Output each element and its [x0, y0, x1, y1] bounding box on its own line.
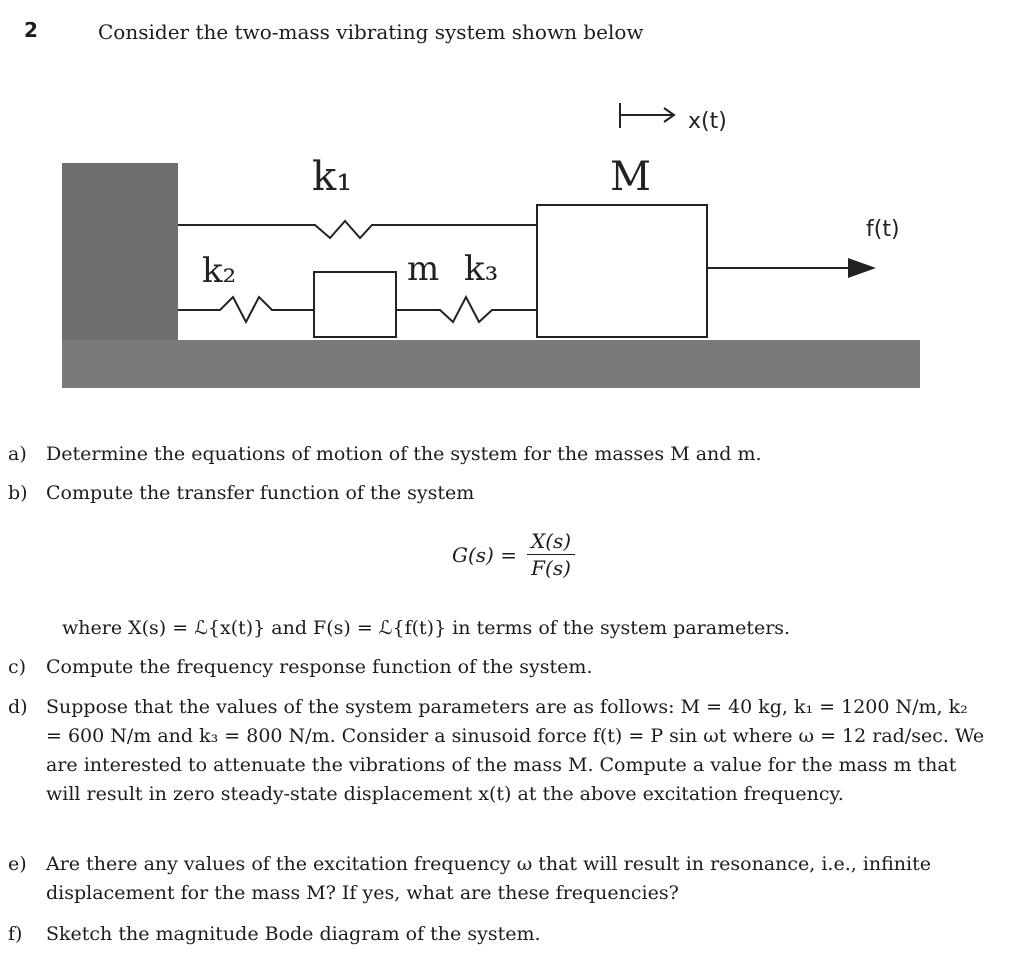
ground-floor	[62, 340, 920, 388]
transfer-function-formula	[452, 528, 575, 581]
spring-k1	[178, 221, 537, 238]
k1-label: k₁	[312, 154, 353, 200]
part-f-text: Sketch the magnitude Bode diagram of the system.	[46, 923, 541, 945]
k3-label: k₃	[464, 249, 499, 289]
part-e-label: e)	[8, 853, 27, 875]
spring-k3	[396, 297, 537, 322]
part-c-label: c)	[8, 656, 27, 678]
m-label: m	[407, 249, 440, 289]
question-intro: Consider the two-mass vibrating system shown below	[98, 20, 644, 44]
formula-lhs: G(s) =	[452, 542, 517, 567]
part-d-text: Suppose that the values of the system parameters are as follows: M = 40 kg, k₁ = 1200 N/m, k₂ = 600 N/m and k₃ = 800 N/m. Consider a sinusoid force f(t) = P sin ωt where ω = 12 rad/sec. We are interested to attenuate the vibrations of the mass M. Compute a value for the mass m that will result in zero steady-state displacement x(t) at the above excitation frequency.	[46, 696, 985, 805]
mass-M-block	[537, 205, 707, 337]
formula-denominator: F(s)	[531, 556, 571, 580]
question-number: 2	[24, 18, 38, 42]
f-label: f(t)	[866, 217, 900, 242]
formula-numerator: X(s)	[527, 528, 575, 555]
M-label: M	[610, 154, 651, 200]
mass-m-block	[314, 272, 396, 337]
x-label: x(t)	[688, 109, 727, 134]
part-b-where: where X(s) = ℒ{x(t)} and F(s) = ℒ{f(t)} in terms of the system parameters.	[62, 617, 791, 639]
part-b-text: Compute the transfer function of the system	[46, 482, 475, 504]
formula-fraction	[527, 528, 575, 581]
spring-k2	[178, 297, 314, 322]
two-mass-system-diagram	[0, 88, 1014, 398]
part-d-label: d)	[8, 696, 28, 718]
part-f-label: f)	[8, 923, 23, 945]
part-c-text: Compute the frequency response function of the system.	[46, 656, 593, 678]
part-a-label: a)	[8, 443, 27, 465]
part-a-text: Determine the equations of motion of the system for the masses M and m.	[46, 443, 762, 465]
part-b-label: b)	[8, 482, 28, 504]
k2-label: k₂	[202, 251, 237, 291]
part-e-text: Are there any values of the excitation frequency ω that will result in resonance, i.e., infinite displacement for the mass M? If yes, what are these frequencies?	[46, 853, 932, 904]
force-arrow-head	[848, 258, 876, 278]
